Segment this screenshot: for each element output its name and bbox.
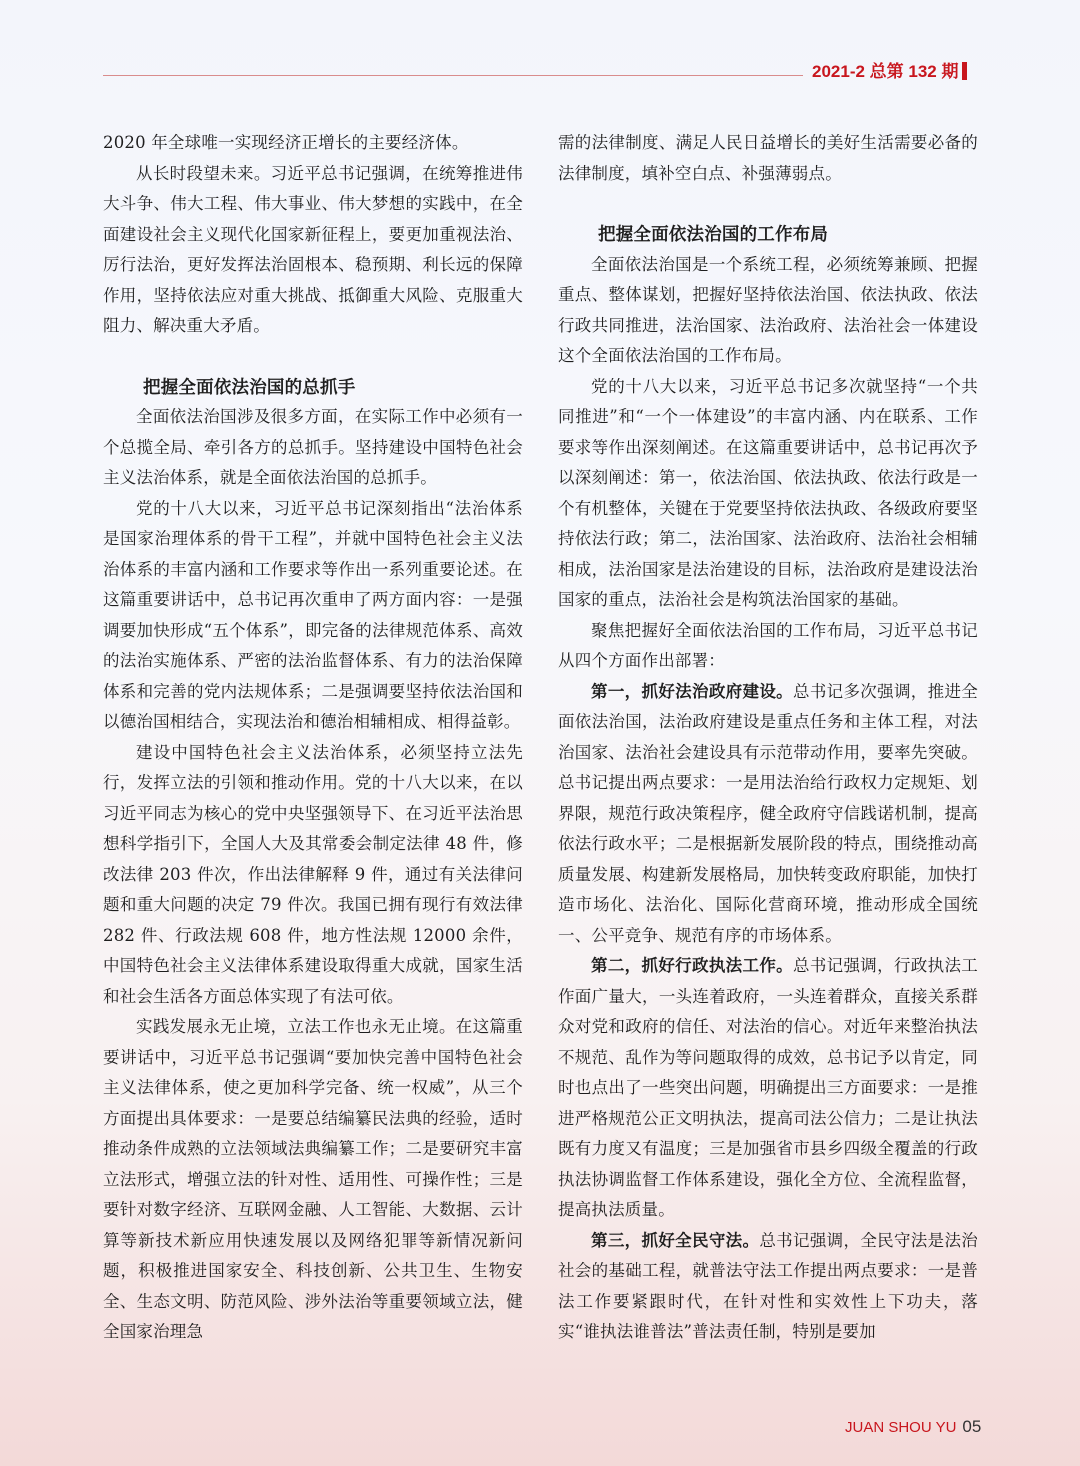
header-rule bbox=[103, 75, 803, 76]
section-heading: 把握全面依法治国的工作布局 bbox=[598, 224, 829, 244]
page-footer bbox=[845, 1417, 981, 1437]
paragraph-lead: 第三，抓好全民守法。 bbox=[591, 1231, 760, 1250]
section-heading: 把握全面依法治国的总抓手 bbox=[143, 376, 356, 397]
issue-marker bbox=[962, 62, 967, 80]
paragraph: 党的十八大以来，习近平总书记多次就坚持“一个共同推进”和“一个一体建设”的丰富内涵、内在联系、工作要求等作出深刻阐述。在这篇重要讲话中，总书记再次予以深刻阐述：第一，依法治国、依法执政、依法行政是一个有机整体，关键在于党要坚持依法执政、各级政府要坚持依法行政；第二，法治国家、法治政府、法治社会相辅相成，法治国家是法治建设的目标，法治政府是建设法治国家的重点，法治社会是构筑法治国家的基础。 bbox=[558, 376, 978, 609]
paragraph: 从长时段望未来。习近平总书记强调，在统筹推进伟大斗争、伟大工程、伟大事业、伟大梦想的实践中，在全面建设社会主义现代化国家新征程上，要更加重视法治、厉行法治，更好发挥法治固根本、稳预期、利长远的保障作用，坚持依法应对重大挑战、抵御重大风险、克服重大阻力、解决重大矛盾。 bbox=[103, 163, 523, 335]
paragraph-lead: 第一，抓好法治政府建设。 bbox=[591, 682, 793, 701]
paragraph: 党的十八大以来，习近平总书记深刻指出“法治体系是国家治理体系的骨干工程”，并就中国特色社会主义法治体系的丰富内涵和工作要求等作出一系列重要论述。在这篇重要讲话中，总书记再次重申了两方面内容：一是强调要加快形成“五个体系”，即完备的法律规范体系、高效的法治实施体系、严密的法治监督体系、有力的法治保障体系和完善的党内法规体系；二是强调要坚持依法治国和以德治国相结合，实现法治和德治相辅相成、相得益彰。 bbox=[103, 498, 523, 731]
paragraph: 需的法律制度、满足人民日益增长的美好生活需要必备的法律制度，填补空白点、补强薄弱点。 bbox=[558, 133, 978, 183]
right-column bbox=[558, 128, 978, 1348]
paragraph: 建设中国特色社会主义法治体系，必须坚持立法先行，发挥立法的引领和推动作用。党的十八大以来，在以习近平同志为核心的党中央坚强领导下、在习近平法治思想科学指引下，全国人大及其常委会制定法律 48 件，修改法律 203 件次，作出法律解释 9 件，通过有关法律问题和重大问题的决定 79 件次。我国已拥有现行有效法律 282 件、行政法规 608 件，地方性法规 12000 余件，中国特色社会主义法律体系建设取得重大成就，国家生活和社会生活各方面总体实现了有法可依。 bbox=[103, 742, 523, 1006]
paragraph: 全面依法治国是一个系统工程，必须统筹兼顾、把握重点、整体谋划，把握好坚持依法治国、依法执政、依法行政共同推进，法治国家、法治政府、法治社会一体建设这个全面依法治国的工作布局。 bbox=[558, 254, 978, 365]
paragraph: 2020 年全球唯一实现经济正增长的主要经济体。 bbox=[103, 133, 469, 152]
paragraph: 实践发展永无止境，立法工作也永无止境。在这篇重要讲话中，习近平总书记强调“要加快完善中国特色社会主义法律体系，使之更加科学完备、统一权威”，从三个方面提出具体要求：一是要总结编纂民法典的经验，适时推动条件成熟的立法领域法典编纂工作；二是要研究丰富立法形式，增强立法的针对性、适用性、可操作性；三是要针对数字经济、互联网金融、人工智能、大数据、云计算等新技术新应用快速发展以及网络犯罪等新情况新问题，积极推进国家安全、科技创新、公共卫生、生物安全、生态文明、防范风险、涉外法治等重要领域立法，健全国家治理急 bbox=[103, 1017, 523, 1341]
paragraph: 全面依法治国涉及很多方面，在实际工作中必须有一个总揽全局、牵引各方的总抓手。坚持建设中国特色社会主义法治体系，就是全面依法治国的总抓手。 bbox=[103, 407, 523, 487]
paragraph: 第一，抓好法治政府建设。总书记多次强调，推进全面依法治国，法治政府建设是重点任务和主体工程，对法治国家、法治社会建设具有示范带动作用，要率先突破。总书记提出两点要求：一是用法治给行政权力定规矩、划界限，规范行政决策程序，健全政府守信践诺机制，提高依法行政水平；二是根据新发展阶段的特点，围绕推动高质量发展、构建新发展格局，加快转变政府职能，加快打造市场化、法治化、国际化营商环境，推动形成全国统一、公平竞争、规范有序的市场体系。 bbox=[558, 681, 978, 945]
paragraph: 第三，抓好全民守法。总书记强调，全民守法是法治社会的基础工程，就普法守法工作提出两点要求：一是普法工作要紧跟时代，在针对性和实效性上下功夫，落实“谁执法谁普法”普法责任制，特别是要加 bbox=[558, 1230, 979, 1341]
issue-label: 2021-2 总第 132 期 bbox=[812, 60, 967, 84]
page-number: 05 bbox=[962, 1417, 982, 1436]
paragraph-lead: 第二，抓好行政执法工作。 bbox=[591, 957, 793, 975]
left-column bbox=[103, 128, 523, 1348]
paragraph: 聚焦把握好全面依法治国的工作布局，习近平总书记从四个方面作出部署： bbox=[558, 620, 978, 670]
paragraph: 第二，抓好行政执法工作。总书记强调，行政执法工作面广量大，一头连着政府，一头连着群众，直接关系群众对党和政府的信任、对法治的信心。对近年来整治执法不规范、乱作为等问题取得的成效，总书记予以肯定，同时也点出了一些突出问题，明确提出三方面要求：一是推进严格规范公正文明执法，提高司法公信力；二是让执法既有力度又有温度；三是加强省市县乡四级全覆盖的行政执法协调监督工作体系建设，强化全方位、全流程监督，提高执法质量。 bbox=[558, 956, 978, 1219]
magazine-name: JUAN SHOU YU bbox=[845, 1419, 957, 1436]
